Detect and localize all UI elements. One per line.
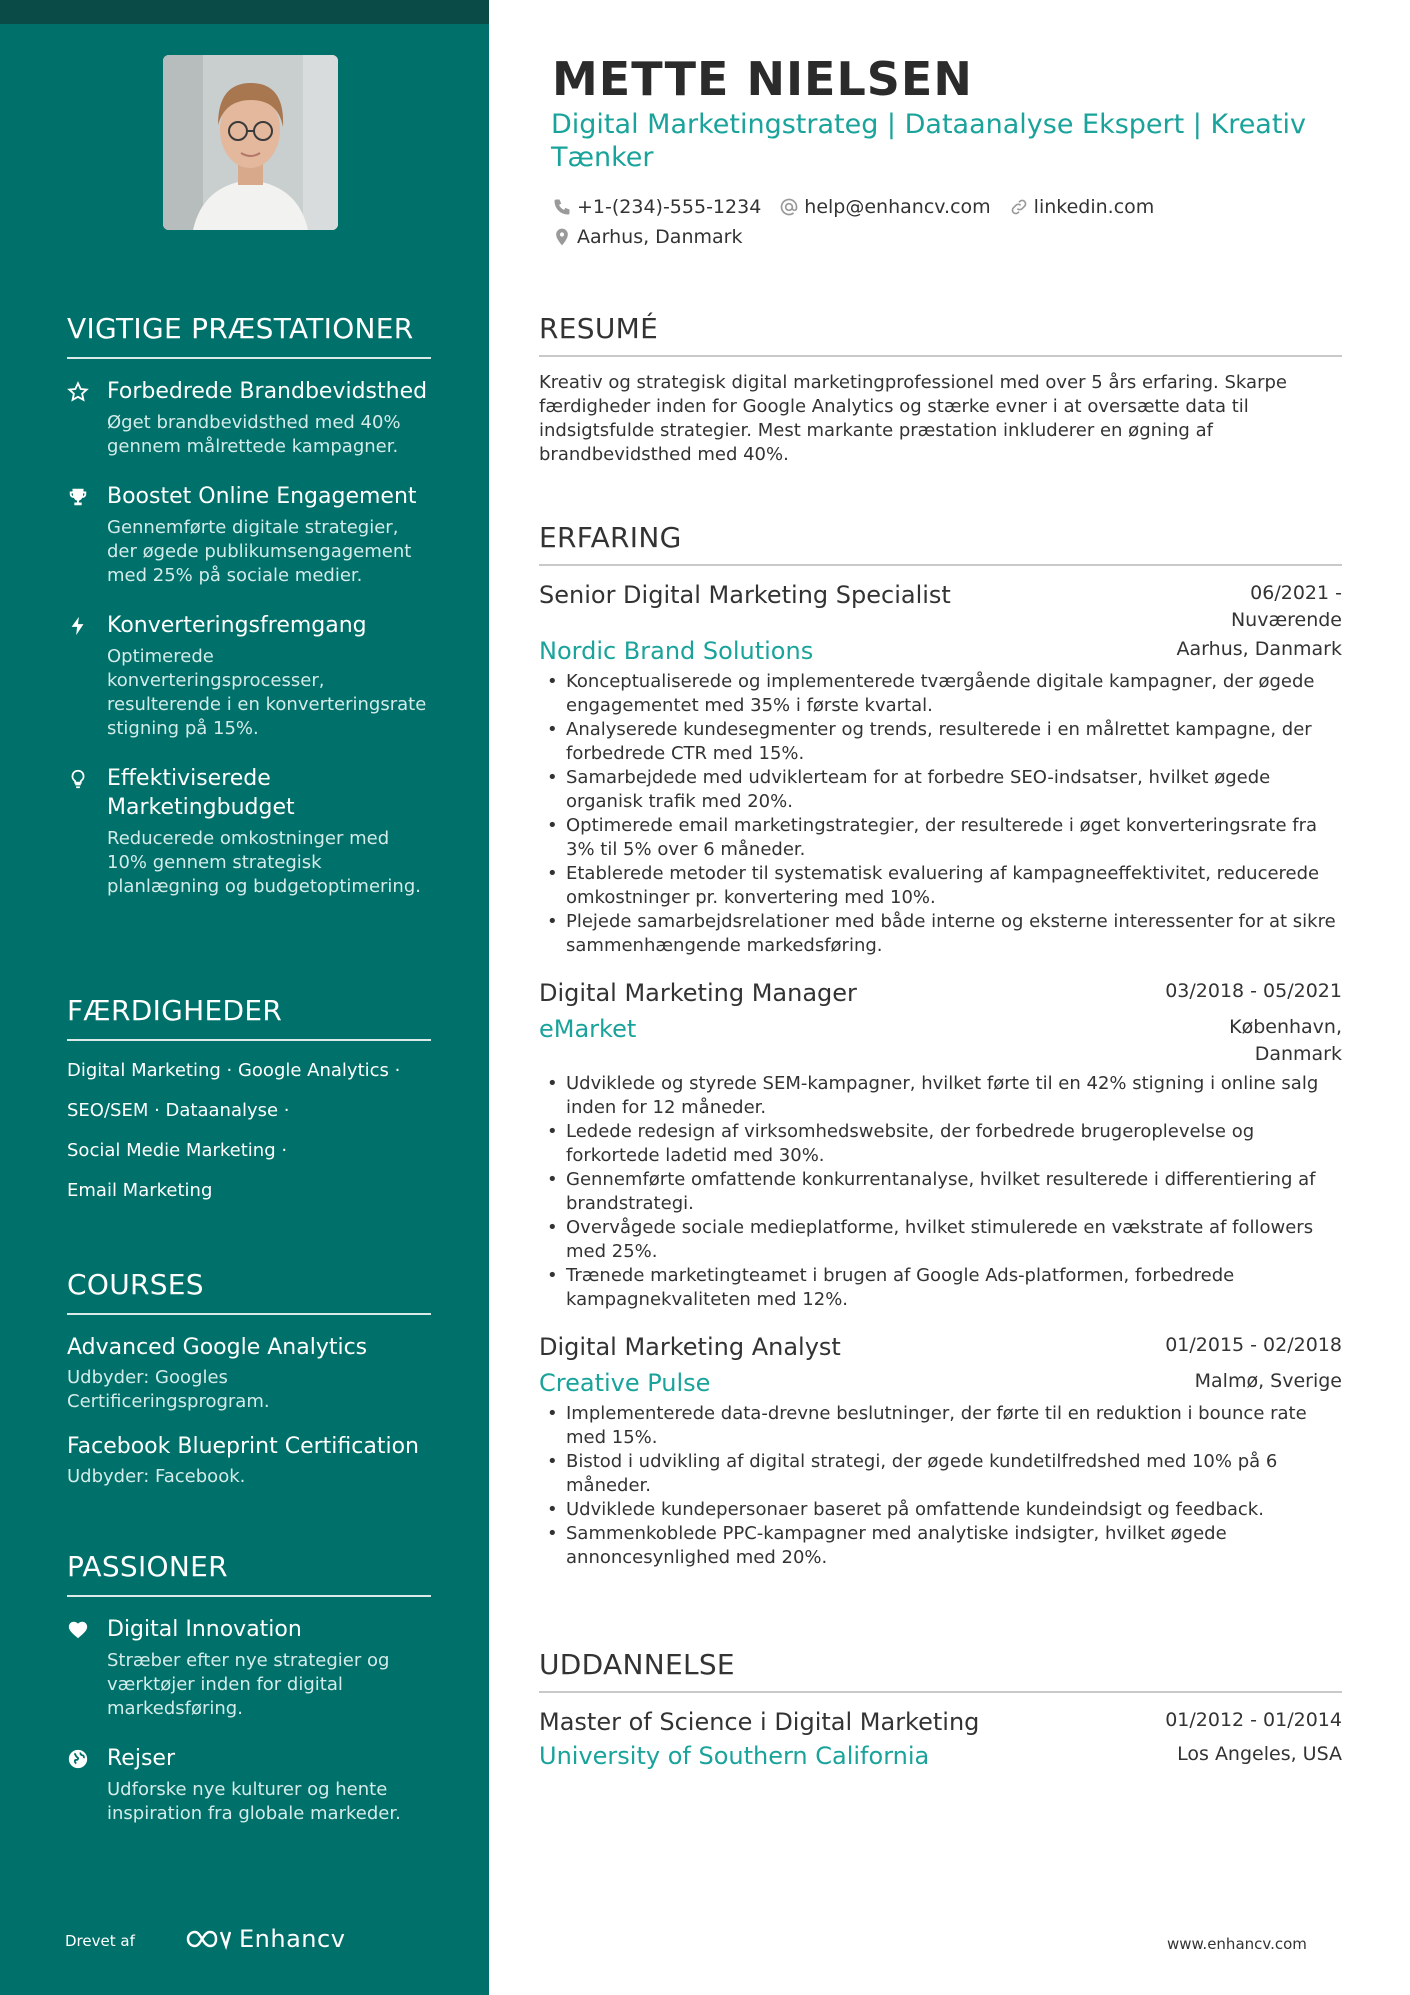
job-title: Digital Marketing Manager: [539, 979, 857, 1007]
job-entry: [539, 1332, 1342, 1570]
passion-desc: Udforske nye kulturer og hente inspiration fra globale markeder.: [107, 1779, 401, 1824]
job-date: 06/2021 - Nuværende: [1230, 582, 1342, 631]
phone-contact[interactable]: [552, 196, 761, 218]
job-date: 03/2018 - 05/2021: [1165, 980, 1342, 1002]
location-pin-icon: [552, 227, 572, 247]
summary-section: [539, 312, 1342, 467]
job-entry: [539, 978, 1342, 1312]
passion-item: [67, 1615, 431, 1721]
footer-url[interactable]: www.enhancv.com: [1167, 1935, 1307, 1953]
course-title: Advanced Google Analytics: [67, 1335, 368, 1360]
skills-title: FÆRDIGHEDER: [67, 994, 431, 1041]
company-name: eMarket: [539, 1015, 637, 1043]
education-section: [539, 1648, 1342, 1771]
job-bullets: [539, 670, 1342, 958]
education-title: UDDANNELSE: [539, 1648, 1342, 1693]
passions-section: [67, 1550, 431, 1826]
course-item: [67, 1432, 431, 1489]
achievement-title: Effektiviserede Marketingbudget: [107, 766, 295, 820]
phone-icon: [552, 197, 572, 217]
job-location: København, Danmark: [1229, 1016, 1342, 1065]
job-bullet: • Etablerede metoder til systematisk evaluering af kampagneeffektivitet, reducerede omkostninger pr. konvertering med 10%.: [539, 862, 1342, 910]
lightbulb-icon: [67, 764, 107, 899]
job-bullet: • Plejede samarbejdsrelationer med både interne og eksterne interessenter for at sikre sammenhængende markedsføring.: [539, 910, 1342, 958]
job-bullet: • Overvågede sociale medieplatforme, hvilket stimulerede en vækstrate af followers med 25%.: [539, 1216, 1342, 1264]
heart-icon: [67, 1615, 107, 1721]
skill-line: Email Marketing: [67, 1180, 213, 1201]
achievement-desc: Reducerede omkostninger med 10% gennem strategisk planlægning og budgetoptimering.: [107, 828, 421, 897]
skill-line: Social Medie Marketing ·: [67, 1140, 288, 1161]
location-contact: [552, 226, 742, 248]
email-contact[interactable]: [779, 196, 990, 218]
job-bullet: • Optimerede email marketingstrategier, der resulterede i øget konverteringsrate fra 3% til 5% over 6 måneder.: [539, 814, 1342, 862]
achievement-item: [67, 377, 431, 459]
achievement-item: [67, 764, 431, 899]
course-provider: Udbyder: Googles Certificeringsprogram.: [67, 1367, 270, 1412]
experience-section: [539, 521, 1342, 1570]
job-location: Malmø, Sverige: [1194, 1370, 1342, 1392]
skills-section: [67, 994, 431, 1219]
passion-item: [67, 1744, 431, 1826]
job-bullet: • Analyserede kundesegmenter og trends, resulterede i en målrettet kampagne, der forbedrede CTR med 15%.: [539, 718, 1342, 766]
star-icon: [67, 377, 107, 459]
job-title: Senior Digital Marketing Specialist: [539, 581, 951, 609]
summary-title: RESUMÉ: [539, 312, 1342, 357]
link-icon: [1009, 197, 1029, 217]
job-bullet: • Trænede marketingteamet i brugen af Google Ads-platformen, forbedrede kampagnekvaliteten med 12%.: [539, 1264, 1342, 1312]
at-icon: [779, 197, 799, 217]
degree-title: Master of Science i Digital Marketing: [539, 1708, 980, 1736]
courses-section: [67, 1268, 431, 1489]
education-date: 01/2012 - 01/2014: [1165, 1709, 1342, 1731]
job-bullet: • Gennemførte omfattende konkurrentanalyse, hvilket resulterede i differentiering af brandstrategi.: [539, 1168, 1342, 1216]
globe-icon: [67, 1744, 107, 1826]
linkedin-contact[interactable]: [1009, 196, 1155, 218]
job-bullet: • Konceptualiserede og implementerede tværgående digitale kampagner, der øgede engagementet med 35% i første kvartal.: [539, 670, 1342, 718]
achievements-section: [67, 312, 431, 899]
job-entry: [539, 580, 1342, 958]
powered-by-label: Drevet af: [65, 1932, 135, 1950]
course-title: Facebook Blueprint Certification: [67, 1434, 419, 1459]
trophy-icon: [67, 482, 107, 588]
enhancv-brand-text: Enhancv: [239, 1925, 346, 1953]
job-bullet: • Implementerede data-drevne beslutninger, der førte til en reduktion i bounce rate med 15%.: [539, 1402, 1342, 1450]
company-name: Creative Pulse: [539, 1369, 711, 1397]
candidate-tagline: Digital Marketingstrateg | Dataanalyse Ekspert | Kreativ Tænker: [551, 109, 1306, 173]
phone-text: +1-(234)-555-1234: [577, 196, 762, 218]
job-date: 01/2015 - 02/2018: [1165, 1334, 1342, 1356]
achievements-title: VIGTIGE PRÆSTATIONER: [67, 312, 431, 359]
job-bullet: • Udviklede og styrede SEM-kampagner, hvilket førte til en 42% stigning i online salg inden for 12 måneder.: [539, 1072, 1342, 1120]
courses-title: COURSES: [67, 1268, 431, 1315]
course-provider: Udbyder: Facebook.: [67, 1466, 246, 1487]
achievement-item: [67, 482, 431, 588]
candidate-name: METTE NIELSEN: [552, 52, 973, 106]
achievement-title: Konverteringsfremgang: [107, 613, 367, 638]
job-bullet: • Sammenkoblede PPC-kampagner med analytiske indsigter, hvilket øgede annoncesynlighed med 20%.: [539, 1522, 1342, 1570]
summary-text: Kreativ og strategisk digital marketingprofessionel med over 5 års erfaring. Skarpe færdigheder inden for Google Analytics og stærke evner i at oversætte data til indsigtsfulde strategier. Mest markante præstation inkluderer en øgning af brandbevidsthed med 40%.: [539, 372, 1287, 465]
lightning-icon: [67, 611, 107, 741]
location-text: Aarhus, Danmark: [577, 226, 743, 248]
sidebar-top-bar: [0, 0, 489, 24]
job-location: Aarhus, Danmark: [1176, 638, 1342, 660]
job-bullet: • Udviklede kundepersonaer baseret på omfattende kundeindsigt og feedback.: [539, 1498, 1342, 1522]
school-name: University of Southern California: [539, 1742, 930, 1770]
passion-title: Rejser: [107, 1746, 175, 1771]
achievement-title: Boostet Online Engagement: [107, 484, 417, 509]
achievement-desc: Øget brandbevidsthed med 40% gennem målrettede kampagner.: [107, 412, 401, 457]
job-bullets: [539, 1072, 1342, 1312]
company-name: Nordic Brand Solutions: [539, 637, 814, 665]
experience-title: ERFARING: [539, 521, 1342, 566]
job-bullets: [539, 1402, 1342, 1570]
achievement-title: Forbedrede Brandbevidsthed: [107, 379, 428, 404]
job-title: Digital Marketing Analyst: [539, 1333, 841, 1361]
achievement-desc: Optimerede konverteringsprocesser, resulterende i en konverteringsrate stigning på 15%.: [107, 646, 427, 739]
passion-desc: Stræber efter nye strategier og værktøjer inden for digital markedsføring.: [107, 1650, 390, 1719]
email-text: help@enhancv.com: [804, 196, 991, 218]
job-bullet: • Bistod i udvikling af digital strategi, der øgede kundetilfredshed med 10% på 6 måneder.: [539, 1450, 1342, 1498]
achievement-item: [67, 611, 431, 741]
education-location: Los Angeles, USA: [1177, 1743, 1342, 1765]
contact-info: [552, 192, 1332, 252]
course-item: [67, 1333, 431, 1414]
education-entry: [539, 1707, 1342, 1771]
job-bullet: • Samarbejdede med udviklerteam for at forbedre SEO-indsatser, hvilket øgede organisk trafik med 20%.: [539, 766, 1342, 814]
skill-line: Digital Marketing · Google Analytics ·: [67, 1060, 401, 1081]
enhancv-infinity-icon: [185, 1927, 231, 1951]
enhancv-logo[interactable]: [185, 1925, 345, 1953]
profile-photo: [163, 55, 338, 230]
passions-title: PASSIONER: [67, 1550, 431, 1597]
achievement-desc: Gennemførte digitale strategier, der øgede publikumsengagement med 25% på sociale medier.: [107, 517, 412, 586]
linkedin-text: linkedin.com: [1033, 196, 1155, 218]
passion-title: Digital Innovation: [107, 1617, 302, 1642]
skill-line: SEO/SEM · Dataanalyse ·: [67, 1100, 290, 1121]
job-bullet: • Ledede redesign af virksomhedswebsite, der forbedrede brugeroplevelse og forkortede ladetid med 30%.: [539, 1120, 1342, 1168]
sidebar: [0, 0, 489, 1995]
